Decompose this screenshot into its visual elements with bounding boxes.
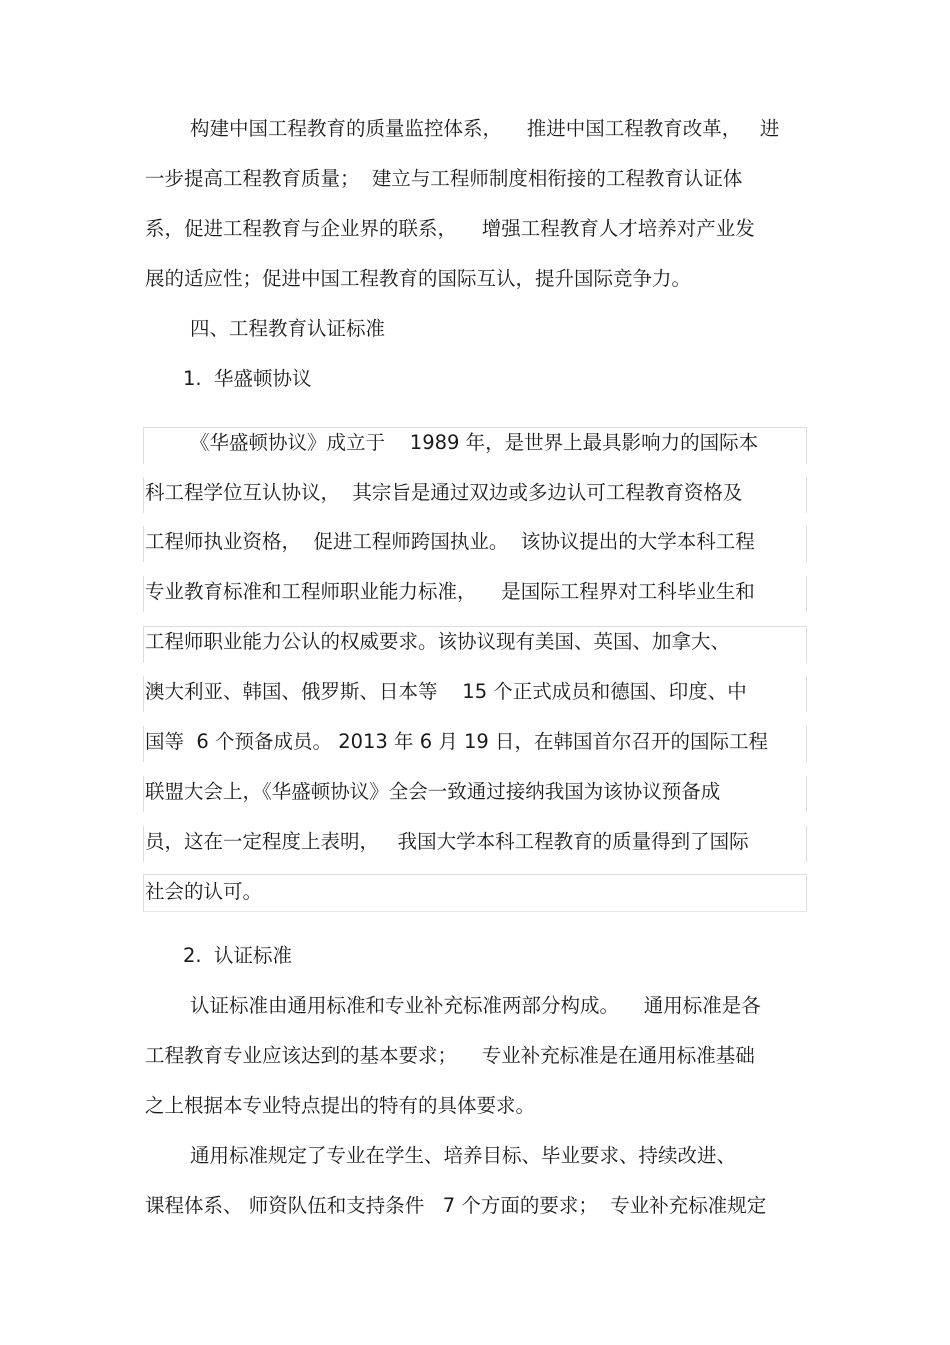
paragraph-line: 一步提高工程教育质量； 建立与工程师制度相衔接的工程教育认证体 <box>145 167 743 190</box>
paragraph-line: 员，这在一定程度上表明， 我国大学本科工程教育的质量得到了国际 <box>145 830 749 853</box>
paragraph-line: 工程师执业资格， 促进工程师跨国执业。 该协议提出的大学本科工程 <box>145 530 755 553</box>
paragraph-line: 澳大利亚、韩国、俄罗斯、日本等 15 个正式成员和德国、印度、中 <box>145 680 747 703</box>
paragraph-line: 工程教育专业应该达到的基本要求； 专业补充标准是在通用标准基础 <box>145 1044 755 1067</box>
paragraph-line: 通用标准规定了专业在学生、培养目标、毕业要求、持续改进、 <box>190 1144 737 1167</box>
paragraph-line: 联盟大会上，《华盛顿协议》全会一致通过接纳我国为该协议预备成 <box>145 780 721 803</box>
paragraph-line: 系，促进工程教育与企业界的联系， 增强工程教育人才培养对产业发 <box>145 217 755 240</box>
paragraph-line: 之上根据本专业特点提出的特有的具体要求。 <box>145 1094 536 1117</box>
paragraph-line: 国等 6 个预备成员。 2013 年 6 月 19 日，在韩国首尔召开的国际工程 <box>145 730 769 753</box>
subsection-heading: 2. 认证标准 <box>183 944 293 967</box>
paragraph-line: 课程体系、 师资队伍和支持条件 7 个方面的要求； 专业补充标准规定 <box>145 1194 767 1217</box>
paragraph-line: 科工程学位互认协议， 其宗旨是通过双边或多边认可工程教育资格及 <box>145 481 743 504</box>
subsection-heading: 1. 华盛顿协议 <box>183 367 312 390</box>
paragraph-line: 《华盛顿协议》成立于 1989 年，是世界上最具影响力的国际本 <box>190 431 759 454</box>
paragraph-line: 社会的认可。 <box>145 880 263 903</box>
paragraph-line: 展的适应性；促进中国工程教育的国际互认，提升国际竞争力。 <box>145 267 692 290</box>
section-heading: 四、工程教育认证标准 <box>190 317 386 340</box>
paragraph-line: 工程师职业能力公认的权威要求。该协议现有美国、英国、加拿大、 <box>145 630 731 653</box>
paragraph-line: 专业教育标准和工程师职业能力标准， 是国际工程界对工科毕业生和 <box>145 580 755 603</box>
paragraph-line: 构建中国工程教育的质量监控体系， 推进中国工程教育改革， 进 <box>190 117 780 140</box>
paragraph-line: 认证标准由通用标准和专业补充标准两部分构成。 通用标准是各 <box>190 994 761 1017</box>
